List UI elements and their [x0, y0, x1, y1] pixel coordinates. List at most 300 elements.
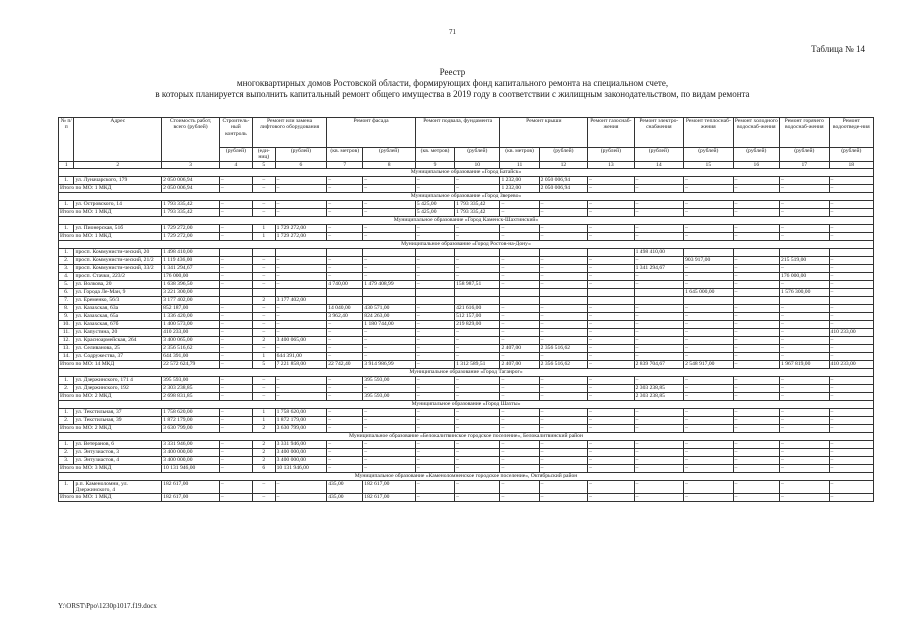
- total-cell: –: [829, 494, 873, 502]
- table-cell: –: [539, 224, 587, 232]
- table-cell: 219 829,00: [455, 320, 500, 328]
- table-cell: –: [634, 480, 684, 494]
- table-cell: –: [634, 176, 684, 184]
- table-cell: –: [588, 440, 634, 448]
- total-cell: 3 630 799,00: [162, 424, 220, 432]
- total-cell: –: [684, 208, 734, 216]
- header-roof: Ремонт крыши: [500, 118, 588, 148]
- table-cell: –: [733, 320, 779, 328]
- table-cell: 2 303 238,85: [634, 384, 684, 392]
- table-cell: 1: [252, 408, 275, 416]
- table-cell: –: [363, 200, 416, 208]
- address-cell: ул. Дзержинского, 171 4: [74, 376, 162, 384]
- row-number: 7.: [59, 296, 74, 304]
- table-cell: –: [634, 200, 684, 208]
- table-cell: [415, 248, 454, 256]
- table-cell: –: [684, 312, 734, 320]
- table-cell: –: [415, 272, 454, 280]
- table-cell: 2: [252, 440, 275, 448]
- table-cell: –: [327, 336, 363, 344]
- table-cell: –: [733, 224, 779, 232]
- table-cell: –: [252, 376, 275, 384]
- table-cell: –: [363, 344, 416, 352]
- municipality-name: Муниципальное образование «Город Каменск-Шахтинский»: [59, 216, 874, 224]
- header-elevator: Ремонт или замена лифтового оборудования: [252, 118, 326, 148]
- table-cell: [219, 288, 252, 296]
- total-cell: 182 617,00: [363, 494, 416, 502]
- total-cell: –: [634, 184, 684, 192]
- total-cell: –: [363, 424, 416, 432]
- table-cell: –: [252, 480, 275, 494]
- table-cell: [588, 296, 634, 304]
- table-cell: –: [363, 328, 416, 336]
- table-cell: –: [733, 264, 779, 272]
- table-cell: 3 400 000,00: [162, 456, 220, 464]
- table-cell: 1: [252, 352, 275, 360]
- address-cell: просп. Стачки, 223/2: [74, 272, 162, 280]
- table-row: [59, 224, 874, 232]
- table-cell: –: [275, 304, 327, 312]
- table-cell: –: [829, 352, 873, 360]
- unit-label: (рублей): [539, 148, 587, 162]
- row-number: 11.: [59, 328, 74, 336]
- table-cell: –: [275, 312, 327, 320]
- table-cell: –: [733, 256, 779, 264]
- table-row: [59, 448, 874, 456]
- table-cell: –: [780, 224, 830, 232]
- address-cell: ул. Города Ле-Ман, 9: [74, 288, 162, 296]
- table-cell: –: [733, 440, 779, 448]
- table-cell: –: [684, 448, 734, 456]
- total-cell: –: [500, 208, 539, 216]
- column-number: 10: [455, 161, 500, 168]
- table-row: [59, 272, 874, 280]
- table-cell: [219, 296, 252, 304]
- table-cell: 3 221 300,00: [162, 288, 220, 296]
- table-cell: [455, 288, 500, 296]
- unit-label: (рублей): [733, 148, 779, 162]
- table-cell: 1 180 744,00: [363, 320, 416, 328]
- table-cell: –: [500, 416, 539, 424]
- table-cell: –: [455, 480, 500, 494]
- table-cell: –: [539, 264, 587, 272]
- table-cell: [634, 296, 684, 304]
- total-cell: –: [415, 360, 454, 368]
- table-cell: [588, 248, 634, 256]
- total-cell: –: [588, 464, 634, 472]
- table-cell: –: [588, 384, 634, 392]
- table-cell: –: [634, 456, 684, 464]
- municipality-name: Муниципальное образование «Город Таганрог»: [59, 368, 874, 376]
- row-number: 1.: [59, 224, 74, 232]
- total-cell: –: [219, 464, 252, 472]
- table-cell: 3 400 000,00: [275, 448, 327, 456]
- table-cell: –: [219, 304, 252, 312]
- address-cell: ул. Островского, 14: [74, 200, 162, 208]
- total-row: [59, 208, 874, 216]
- total-cell: –: [363, 184, 416, 192]
- table-cell: –: [733, 480, 779, 494]
- municipality-name: Муниципальное образование «Каменоломненское городское поселение», Октябрьский район: [59, 472, 874, 480]
- row-number: 14.: [59, 352, 74, 360]
- page-number: 71: [449, 28, 456, 36]
- municipality-name: Муниципальное образование «Город Шахты»: [59, 400, 874, 408]
- total-cell: –: [733, 360, 779, 368]
- column-number: 9: [415, 161, 454, 168]
- column-number: 3: [162, 161, 220, 168]
- total-cell: –: [634, 232, 684, 240]
- total-cell: –: [455, 184, 500, 192]
- total-label: Итого по МО: 1 МКД: [59, 208, 162, 216]
- table-cell: 1 336 420,00: [162, 312, 220, 320]
- total-cell: –: [500, 424, 539, 432]
- total-cell: 6: [252, 464, 275, 472]
- table-cell: 3 962,40: [327, 312, 363, 320]
- table-cell: [363, 248, 416, 256]
- table-cell: –: [539, 304, 587, 312]
- table-cell: –: [780, 440, 830, 448]
- address-cell: ул. Селиванова, 25: [74, 344, 162, 352]
- table-cell: –: [780, 336, 830, 344]
- table-cell: –: [275, 376, 327, 384]
- table-cell: –: [829, 456, 873, 464]
- table-cell: [275, 248, 327, 256]
- table-cell: –: [327, 176, 363, 184]
- table-cell: –: [588, 224, 634, 232]
- table-row: [59, 320, 874, 328]
- table-cell: –: [327, 408, 363, 416]
- table-cell: –: [415, 256, 454, 264]
- table-cell: –: [684, 440, 734, 448]
- row-number: 1.: [59, 248, 74, 256]
- table-cell: 410 233,00: [162, 328, 220, 336]
- table-row: [59, 288, 874, 296]
- table-cell: –: [327, 344, 363, 352]
- table-cell: 1 341 294,67: [634, 264, 684, 272]
- table-cell: –: [684, 328, 734, 336]
- total-cell: –: [733, 184, 779, 192]
- total-cell: 3 630 799,00: [275, 424, 327, 432]
- total-cell: –: [500, 464, 539, 472]
- table-cell: 2 356 516,62: [539, 344, 587, 352]
- column-number: 17: [780, 161, 830, 168]
- table-cell: [327, 248, 363, 256]
- municipality-section-row: [59, 432, 874, 440]
- table-row: [59, 376, 874, 384]
- table-cell: –: [363, 456, 416, 464]
- table-cell: 644 391,00: [275, 352, 327, 360]
- header-total-cost: Стоимость работ, всего (рублей): [162, 118, 220, 162]
- table-cell: –: [415, 480, 454, 494]
- total-cell: –: [252, 184, 275, 192]
- table-cell: 1 119 436,00: [162, 256, 220, 264]
- table-cell: –: [684, 176, 734, 184]
- table-cell: –: [829, 272, 873, 280]
- total-cell: –: [588, 208, 634, 216]
- header-construction: Строитель-ный контроль: [219, 118, 252, 148]
- table-cell: –: [500, 312, 539, 320]
- total-row: [59, 494, 874, 502]
- total-cell: –: [455, 464, 500, 472]
- table-cell: –: [219, 272, 252, 280]
- table-cell: –: [219, 256, 252, 264]
- address-cell: просп. Коммунисти-ческий, 20: [74, 248, 162, 256]
- total-label: Итого по МО: 2 МКД: [59, 392, 162, 400]
- table-cell: [415, 296, 454, 304]
- row-number: 1.: [59, 376, 74, 384]
- table-row: [59, 296, 874, 304]
- row-number: 9.: [59, 312, 74, 320]
- table-cell: –: [327, 448, 363, 456]
- table-cell: –: [455, 328, 500, 336]
- table-cell: –: [415, 384, 454, 392]
- table-cell: –: [500, 320, 539, 328]
- total-cell: –: [219, 494, 252, 502]
- table-cell: –: [455, 448, 500, 456]
- total-cell: –: [275, 208, 327, 216]
- column-number: 5: [252, 161, 275, 168]
- table-cell: –: [780, 448, 830, 456]
- total-cell: –: [780, 392, 830, 400]
- header-electric: Ремонт электро-снабжения: [634, 118, 684, 148]
- table-cell: –: [219, 200, 252, 208]
- total-cell: –: [539, 392, 587, 400]
- total-cell: –: [219, 208, 252, 216]
- table-cell: –: [455, 352, 500, 360]
- table-cell: –: [415, 320, 454, 328]
- column-number: 12: [539, 161, 587, 168]
- table-cell: –: [539, 280, 587, 288]
- header-cold-water: Ремонт холодного водоснаб-жения: [733, 118, 779, 148]
- table-cell: –: [500, 256, 539, 264]
- table-cell: –: [500, 448, 539, 456]
- column-number: 16: [733, 161, 779, 168]
- unit-label: (рублей): [780, 148, 830, 162]
- table-cell: [733, 296, 779, 304]
- table-cell: –: [455, 456, 500, 464]
- table-row: [59, 248, 874, 256]
- table-cell: 1: [252, 416, 275, 424]
- total-cell: 22 742,40: [327, 360, 363, 368]
- table-cell: –: [780, 416, 830, 424]
- table-cell: 1 576 300,00: [780, 288, 830, 296]
- total-cell: 7 221 858,00: [275, 360, 327, 368]
- table-cell: –: [780, 328, 830, 336]
- table-cell: –: [780, 384, 830, 392]
- table-cell: –: [539, 416, 587, 424]
- table-cell: 1 758 620,00: [275, 408, 327, 416]
- table-cell: 1 729 272,00: [162, 224, 220, 232]
- municipality-name: Муниципальное образование «Город Зверево»: [59, 192, 874, 200]
- total-cell: –: [684, 184, 734, 192]
- table-cell: –: [539, 456, 587, 464]
- table-cell: –: [539, 376, 587, 384]
- table-cell: 1 645 000,00: [684, 288, 734, 296]
- table-cell: –: [588, 312, 634, 320]
- address-cell: ул. Луначарского, 179: [74, 176, 162, 184]
- table-cell: 4 740,00: [327, 280, 363, 288]
- table-cell: –: [684, 344, 734, 352]
- table-cell: 2: [252, 456, 275, 464]
- table-cell: –: [219, 344, 252, 352]
- table-cell: 3 400 065,00: [162, 336, 220, 344]
- table-row: [59, 200, 874, 208]
- total-row: [59, 184, 874, 192]
- table-cell: –: [252, 176, 275, 184]
- table-cell: –: [275, 344, 327, 352]
- total-cell: 2: [252, 424, 275, 432]
- table-cell: –: [539, 448, 587, 456]
- table-cell: 2: [252, 336, 275, 344]
- table-cell: –: [588, 272, 634, 280]
- table-cell: 410 233,00: [829, 328, 873, 336]
- table-cell: 430 571,00: [363, 304, 416, 312]
- table-cell: –: [684, 416, 734, 424]
- unit-label: (рублей): [455, 148, 500, 162]
- table-cell: –: [363, 256, 416, 264]
- table-cell: –: [363, 224, 416, 232]
- table-cell: –: [634, 320, 684, 328]
- table-cell: –: [780, 408, 830, 416]
- total-cell: –: [829, 184, 873, 192]
- table-cell: –: [733, 328, 779, 336]
- table-cell: –: [415, 312, 454, 320]
- table-cell: –: [219, 440, 252, 448]
- table-cell: 2: [252, 296, 275, 304]
- table-cell: –: [363, 440, 416, 448]
- table-cell: –: [539, 408, 587, 416]
- table-cell: [829, 248, 873, 256]
- table-cell: –: [829, 344, 873, 352]
- table-cell: –: [634, 224, 684, 232]
- total-cell: –: [539, 464, 587, 472]
- municipality-name: Муниципальное образование «Город Батайск»: [59, 168, 874, 176]
- table-cell: 3 400 065,00: [275, 336, 327, 344]
- table-cell: –: [733, 344, 779, 352]
- table-row: [59, 336, 874, 344]
- table-cell: –: [780, 344, 830, 352]
- table-cell: –: [733, 272, 779, 280]
- table-cell: –: [733, 304, 779, 312]
- table-cell: [500, 296, 539, 304]
- table-cell: –: [363, 384, 416, 392]
- total-cell: 395 593,00: [363, 392, 416, 400]
- total-cell: –: [327, 208, 363, 216]
- table-cell: –: [415, 376, 454, 384]
- unit-label: (рублей): [588, 148, 634, 162]
- total-cell: –: [252, 392, 275, 400]
- table-cell: –: [684, 320, 734, 328]
- address-cell: ул. Красноармейская, 264: [74, 336, 162, 344]
- table-cell: –: [415, 440, 454, 448]
- total-cell: 182 617,00: [162, 494, 220, 502]
- table-cell: –: [415, 224, 454, 232]
- table-cell: –: [327, 328, 363, 336]
- municipality-section-row: [59, 472, 874, 480]
- column-number: 4: [219, 161, 252, 168]
- total-cell: –: [363, 208, 416, 216]
- row-number: 13.: [59, 344, 74, 352]
- table-cell: –: [252, 272, 275, 280]
- table-cell: 3 331 946,00: [275, 440, 327, 448]
- total-cell: –: [588, 392, 634, 400]
- table-cell: [455, 296, 500, 304]
- total-cell: 3 914 986,99: [363, 360, 416, 368]
- address-cell: ул. Казахская, 67б: [74, 320, 162, 328]
- column-number: 8: [363, 161, 416, 168]
- total-cell: –: [780, 184, 830, 192]
- total-cell: –: [634, 494, 684, 502]
- table-cell: –: [455, 176, 500, 184]
- table-cell: –: [500, 200, 539, 208]
- address-cell: ул. Содружества, 37: [74, 352, 162, 360]
- table-cell: –: [588, 416, 634, 424]
- header-sewer: Ремонт водоотведе-ния: [829, 118, 873, 148]
- table-cell: –: [415, 448, 454, 456]
- table-cell: –: [634, 312, 684, 320]
- table-cell: –: [780, 176, 830, 184]
- table-cell: [275, 288, 327, 296]
- table-row: [59, 384, 874, 392]
- unit-label: (кв. метров): [415, 148, 454, 162]
- total-cell: –: [829, 232, 873, 240]
- table-cell: –: [455, 336, 500, 344]
- table-cell: –: [327, 376, 363, 384]
- table-cell: –: [588, 328, 634, 336]
- address-cell: ул. Пионерская, 51б: [74, 224, 162, 232]
- municipality-name: Муниципальное образование «Город Ростов-на-Дону»: [59, 240, 874, 248]
- table-cell: –: [829, 440, 873, 448]
- table-cell: 176 000,00: [780, 272, 830, 280]
- total-cell: –: [733, 494, 779, 502]
- total-cell: –: [415, 184, 454, 192]
- table-cell: 2 303 238,85: [162, 384, 220, 392]
- total-row: [59, 392, 874, 400]
- table-cell: –: [275, 320, 327, 328]
- address-cell: ул. Ветеранов, 6: [74, 440, 162, 448]
- table-cell: –: [219, 264, 252, 272]
- total-cell: –: [539, 424, 587, 432]
- column-number: 1: [59, 161, 74, 168]
- table-cell: –: [455, 384, 500, 392]
- table-cell: –: [634, 336, 684, 344]
- table-cell: –: [829, 280, 873, 288]
- table-cell: –: [455, 416, 500, 424]
- table-cell: 824 263,00: [363, 312, 416, 320]
- total-label: Итого по МО: 2 МКД: [59, 424, 162, 432]
- total-cell: –: [415, 494, 454, 502]
- table-cell: –: [327, 320, 363, 328]
- municipality-name: Муниципальное образование «Белокалитвинское городское поселение», Белокалитвинский район: [59, 432, 874, 440]
- table-cell: –: [252, 256, 275, 264]
- table-cell: –: [363, 336, 416, 344]
- table-cell: –: [275, 256, 327, 264]
- address-cell: ул. Текстильная, 37: [74, 408, 162, 416]
- table-cell: –: [539, 352, 587, 360]
- table-cell: –: [684, 224, 734, 232]
- table-cell: 1 479 408,99: [363, 280, 416, 288]
- table-cell: –: [684, 352, 734, 360]
- total-cell: 2 356 516,62: [539, 360, 587, 368]
- table-cell: –: [327, 264, 363, 272]
- table-cell: –: [455, 256, 500, 264]
- column-number: 2: [74, 161, 162, 168]
- table-cell: –: [415, 344, 454, 352]
- table-cell: –: [634, 448, 684, 456]
- table-cell: –: [539, 480, 587, 494]
- table-cell: –: [275, 480, 327, 494]
- table-cell: [500, 248, 539, 256]
